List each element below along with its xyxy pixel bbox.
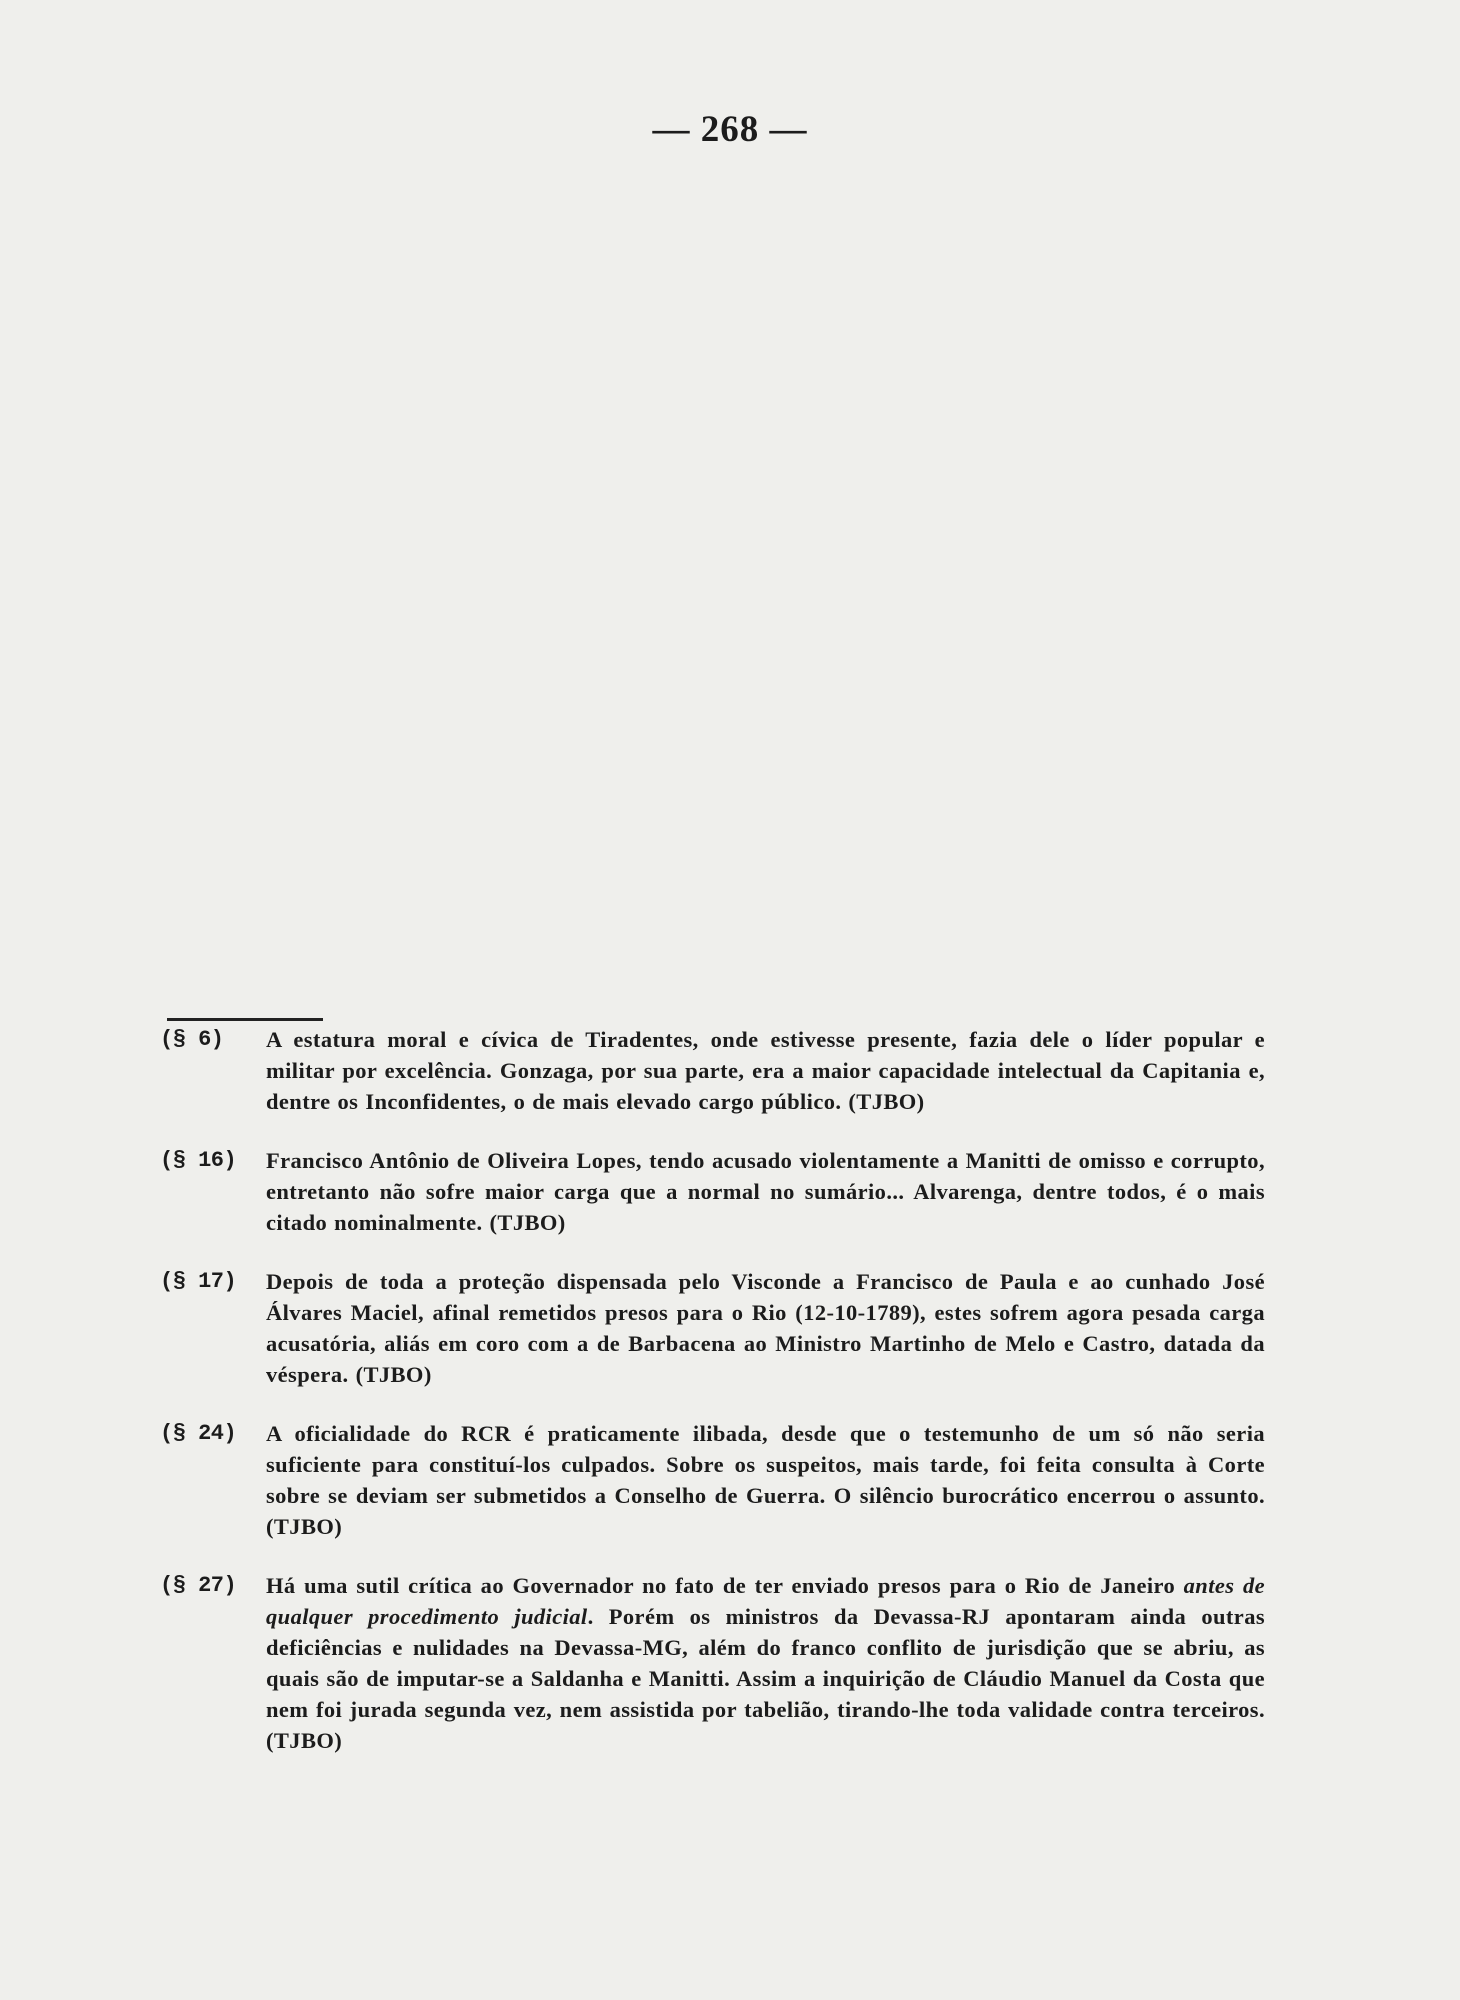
footnote [160, 1024, 1265, 1117]
footnote-text: Francisco Antônio de Oliveira Lopes, tendo acusado violentamente a Manitti de omisso e corrupto, entretanto não sofre maior carga que a normal no sumário... Alvarenga, dentre todos, é o mais citado nominalmente. (TJBO) [266, 1148, 1265, 1235]
footnote-text: Depois de toda a proteção dispensada pelo Visconde a Francisco de Paula e ao cunhado José Álvares Maciel, afinal remetidos presos para o Rio (12-10-1789), estes sofrem agora pesada carga acusatória, aliás em coro com a de Barbacena ao Ministro Martinho de Melo e Castro, datada da véspera. (TJBO) [266, 1269, 1265, 1387]
footnote-reference: (§ 6) [160, 1027, 224, 1052]
footnote [160, 1570, 1265, 1756]
footnote-text: A estatura moral e cívica de Tiradentes, onde estivesse presente, fazia dele o líder popular e militar por excelência. Gonzaga, por sua parte, era a maior capacidade intelectual da Capitania e, dentre os Inconfidentes, o de mais elevado cargo público. (TJBO) [266, 1027, 1265, 1114]
page-number: — 268 — [652, 109, 808, 150]
footnote-reference: (§ 24) [160, 1421, 237, 1446]
footnote [160, 1145, 1265, 1238]
footnote-text-part: Há uma sutil crítica ao Governador no fato de ter enviado presos para o Rio de Janeiro [266, 1573, 1184, 1598]
footnotes-section [160, 1024, 1265, 1784]
footnote-reference: (§ 27) [160, 1573, 237, 1598]
footnote-text: A oficialidade do RCR é praticamente ilibada, desde que o testemunho de um só não seria suficiente para constituí-los culpados. Sobre os suspeitos, mais tarde, foi feita consulta à Corte sobre se deviam ser submetidos a Conselho de Guerra. O silêncio burocrático encerrou o assunto. (TJBO) [266, 1421, 1265, 1539]
footnote-italic-phrase: antes de qualquer procedimento judicial [266, 1573, 1265, 1629]
footnote [160, 1266, 1265, 1390]
footnote-reference: (§ 17) [160, 1269, 237, 1294]
footnote-reference: (§ 16) [160, 1148, 237, 1173]
footnote-text-part: . Porém os ministros da Devassa-RJ apontaram ainda outras deficiências e nulidades na Devassa-MG, além do franco conflito de jurisdição que se abriu, as quais são de imputar-se a Saldanha e Manitti. Assim a inquirição de Cláudio Manuel da Costa que nem foi jurada segunda vez, nem assistida por tabelião, tirando-lhe toda validade contra terceiros. (TJBO) [266, 1604, 1265, 1753]
footnote-text [266, 1570, 1265, 1756]
footnote-separator-rule [167, 1018, 323, 1021]
footnote [160, 1418, 1265, 1542]
